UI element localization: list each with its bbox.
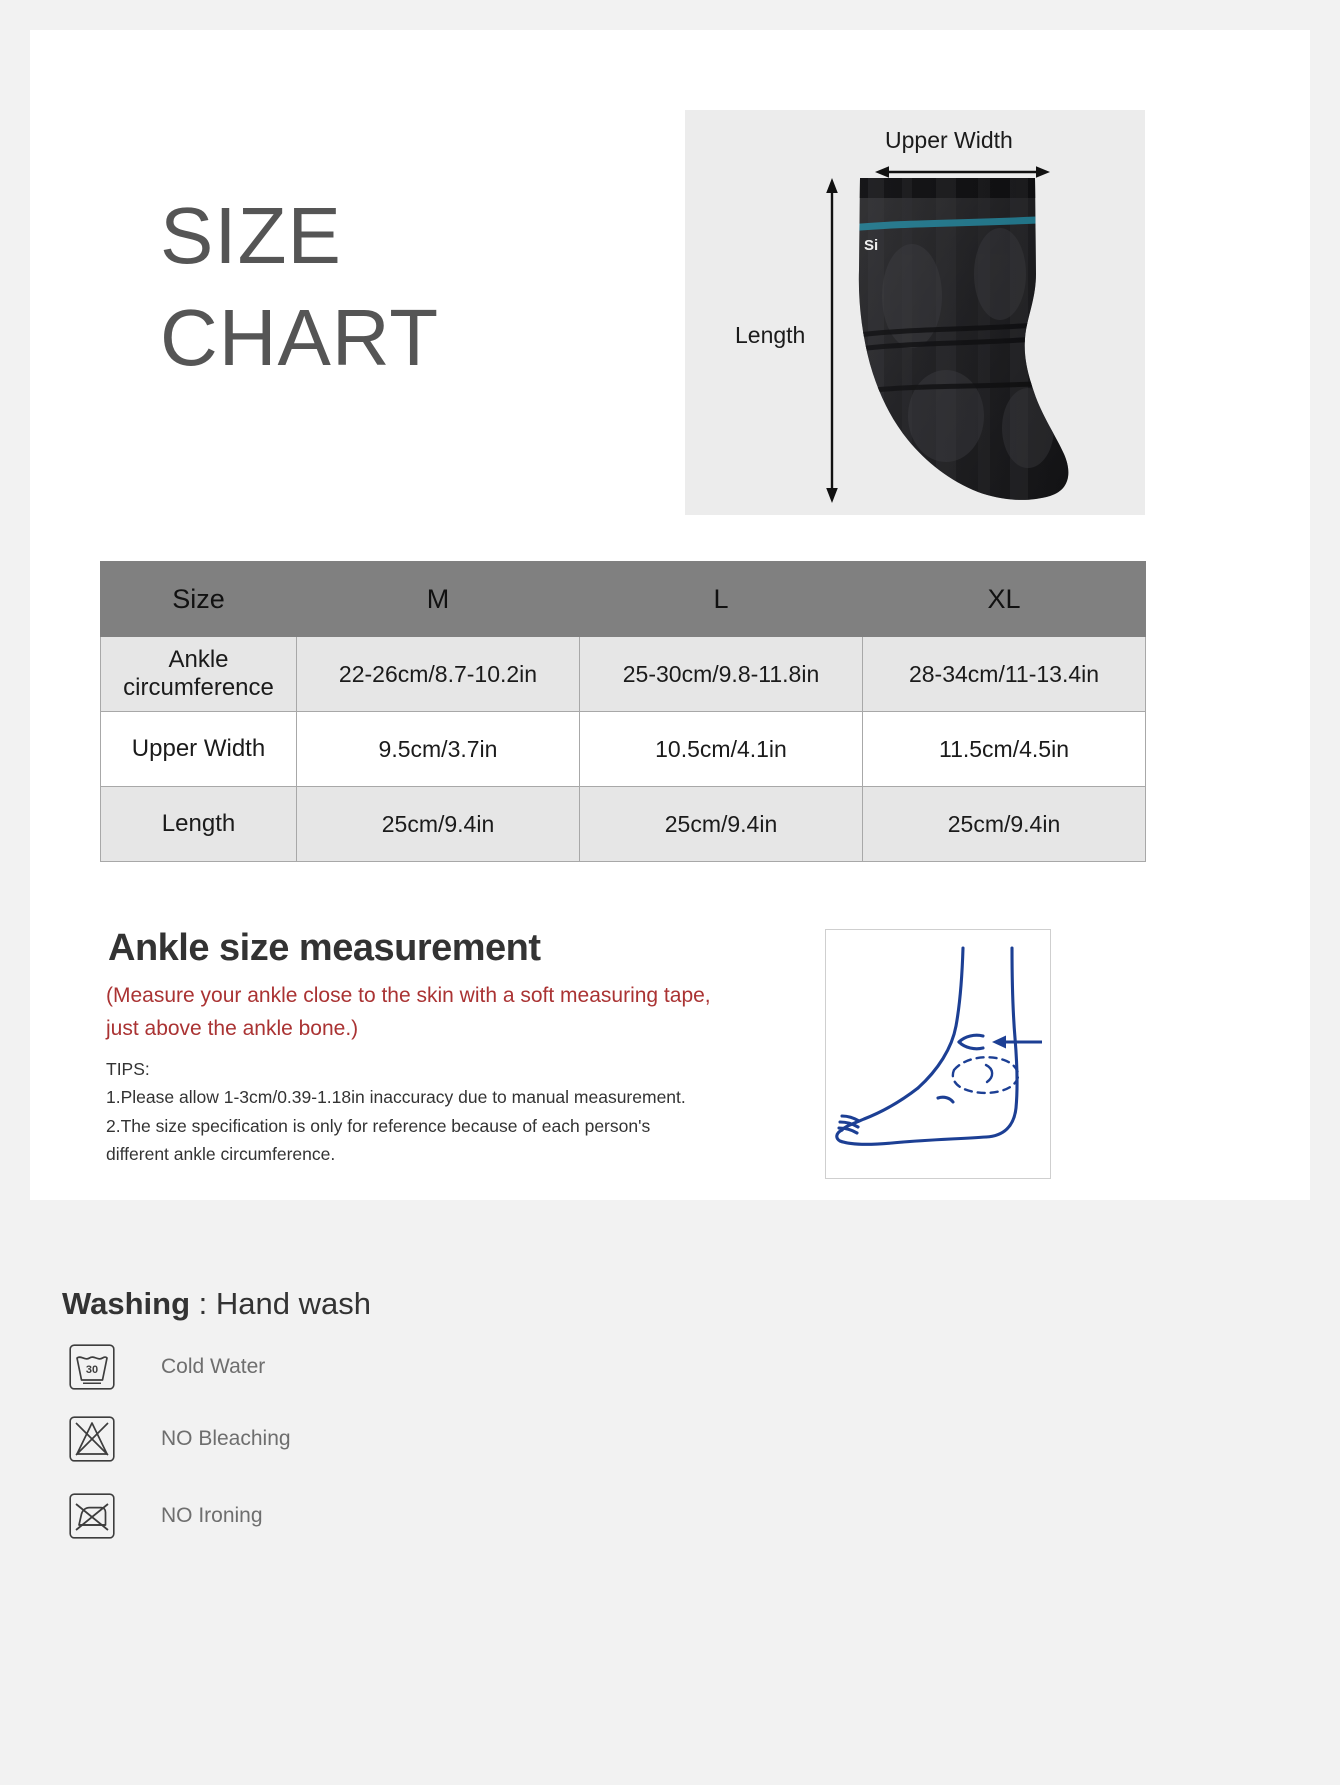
measurement-tips (106, 1055, 806, 1168)
row-label-length: Length (101, 787, 297, 862)
washing-heading-rest: : Hand wash (190, 1286, 371, 1321)
svg-text:Si: Si (864, 237, 879, 254)
size-table (100, 561, 1146, 862)
washing-heading (62, 1286, 371, 1322)
row-label-line-1: Ankle (168, 646, 229, 673)
care-item-cold-water (68, 1343, 265, 1391)
cell-upper-width-l: 10.5cm/4.1in (580, 712, 863, 787)
table-header-l: L (580, 562, 863, 637)
table-header-size: Size (101, 562, 297, 637)
upper-width-arrow-icon (875, 165, 1050, 179)
measurement-subtitle-line-1: (Measure your ankle close to the skin with a soft measuring tape, (106, 984, 711, 1007)
foot-measurement-diagram-panel (825, 929, 1051, 1179)
cell-upper-width-xl: 11.5cm/4.5in (863, 712, 1146, 787)
upper-width-label: Upper Width (885, 127, 1013, 153)
row-label-upper-width: Upper Width (101, 712, 297, 787)
ankle-brace-image (850, 178, 1075, 508)
wash-tub-30-icon (68, 1343, 116, 1391)
row-label-line-2: circumference (123, 674, 274, 701)
cell-ankle-circumference-xl: 28-34cm/11-13.4in (863, 637, 1146, 712)
length-label: Length (735, 322, 806, 348)
row-label-ankle-circumference (101, 637, 297, 712)
care-label-cold-water: Cold Water (161, 1355, 266, 1378)
cell-length-xl: 25cm/9.4in (863, 787, 1146, 862)
content-card (30, 30, 1310, 1200)
no-bleach-triangle-icon (68, 1415, 116, 1463)
table-row (101, 712, 1146, 787)
no-ironing-icon (68, 1492, 116, 1540)
care-item-no-bleaching (68, 1415, 291, 1463)
tips-item-3: different ankle circumference. (106, 1144, 336, 1165)
washing-heading-bold: Washing (62, 1286, 191, 1321)
table-row (101, 787, 1146, 862)
tips-item-1: 1.Please allow 1-3cm/0.39-1.18in inaccuracy due to manual measurement. (106, 1087, 686, 1108)
care-item-no-ironing (68, 1492, 263, 1540)
cell-ankle-circumference-l: 25-30cm/9.8-11.8in (580, 637, 863, 712)
care-label-no-bleaching: NO Bleaching (161, 1427, 291, 1450)
measurement-subtitle-line-2: just above the ankle bone.) (106, 1016, 359, 1040)
foot-diagram-icon (826, 930, 1050, 1178)
page-title (160, 185, 610, 390)
cell-ankle-circumference-m: 22-26cm/8.7-10.2in (297, 637, 580, 712)
table-row (101, 637, 1146, 712)
measurement-heading: Ankle size measurement (108, 927, 541, 969)
table-header-row (101, 562, 1146, 637)
brand-mark (864, 237, 878, 254)
wash-temperature-value: 30 (85, 1364, 99, 1376)
cell-length-l: 25cm/9.4in (580, 787, 863, 862)
tips-item-2: 2.The size specification is only for reference because of each person's (106, 1115, 651, 1136)
cell-upper-width-m: 9.5cm/3.7in (297, 712, 580, 787)
tips-heading: TIPS: (106, 1059, 150, 1079)
cell-length-m: 25cm/9.4in (297, 787, 580, 862)
care-label-no-ironing: NO Ironing (161, 1504, 263, 1527)
product-diagram-panel (685, 110, 1145, 515)
measurement-subtitle (106, 980, 786, 1045)
table-header-xl: XL (863, 562, 1146, 637)
table-header-m: M (297, 562, 580, 637)
page-title-line-2: CHART (160, 293, 440, 383)
length-arrow-icon (825, 178, 839, 503)
page-title-line-1: SIZE (160, 191, 342, 280)
